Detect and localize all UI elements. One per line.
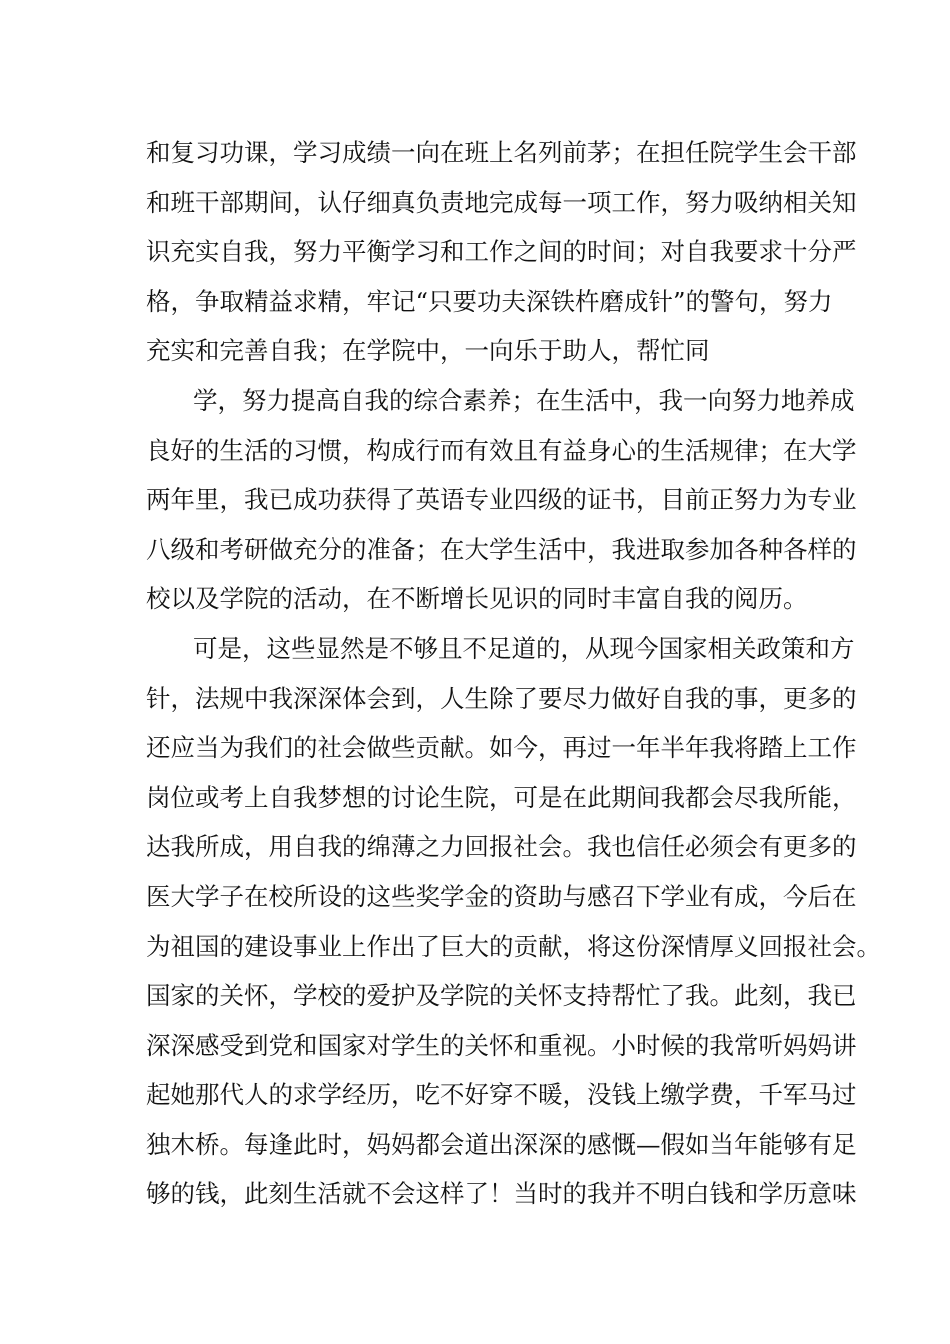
text-line: 岗位或考上自我梦想的讨论生院，可是在此期间我都会尽我所能，	[146, 782, 857, 812]
text-line: 学，努力提高自我的综合素养；在生活中，我一向努力地养成	[193, 385, 855, 415]
body-text	[146, 128, 881, 1219]
text-line: 识充实自我，努力平衡学习和工作之间的时间；对自我要求十分严	[146, 237, 857, 267]
text-line: 独木桥。每逢此时，妈妈都会道出深深的感慨—假如当年能够有足	[146, 1129, 857, 1159]
text-line: 深深感受到党和国家对学生的关怀和重视。小时候的我常听妈妈讲	[146, 1030, 857, 1060]
text-line: 两年里，我已成功获得了英语专业四级的证书，目前正努力为专业	[146, 485, 857, 515]
text-line: 良好的生活的习惯，构成行而有效且有益身心的生活规律；在大学	[146, 435, 857, 465]
text-line: 起她那代人的求学经历，吃不好穿不暖，没钱上缴学费，千军马过	[146, 1080, 857, 1110]
text-line: 医大学子在校所设的这些奖学金的资助与感召下学业有成，今后在	[146, 881, 857, 911]
text-line: 八级和考研做充分的准备；在大学生活中，我进取参加各种各样的	[146, 534, 857, 564]
text-line: 校以及学院的活动，在不断增长见识的同时丰富自我的阅历。	[146, 584, 808, 614]
text-line: 和班干部期间，认仔细真负责地完成每一项工作，努力吸纳相关知	[146, 187, 857, 217]
text-line: 格，争取精益求精，牢记“只要功夫深铁杵磨成针”的警句，努力	[146, 286, 833, 316]
text-line: 为祖国的建设事业上作出了巨大的贡献，将这份深情厚义回报社会。	[146, 931, 881, 961]
text-line: 达我所成，用自我的绵薄之力回报社会。我也信任必须会有更多的	[146, 832, 857, 862]
text-line: 够的钱，此刻生活就不会这样了！当时的我并不明白钱和学历意味	[146, 1179, 857, 1209]
text-line: 国家的关怀，学校的爱护及学院的关怀支持帮忙了我。此刻，我已	[146, 981, 857, 1011]
text-line: 充实和完善自我；在学院中，一向乐于助人，帮忙同	[146, 336, 710, 366]
text-line: 可是，这些显然是不够且不足道的，从现今国家相关政策和方	[193, 633, 855, 663]
text-line: 还应当为我们的社会做些贡献。如今，再过一年半年我将踏上工作	[146, 733, 857, 763]
text-line: 和复习功课，学习成绩一向在班上名列前茅；在担任院学生会干部	[146, 138, 857, 167]
text-line: 针，法规中我深深体会到，人生除了要尽力做好自我的事，更多的	[146, 683, 857, 713]
